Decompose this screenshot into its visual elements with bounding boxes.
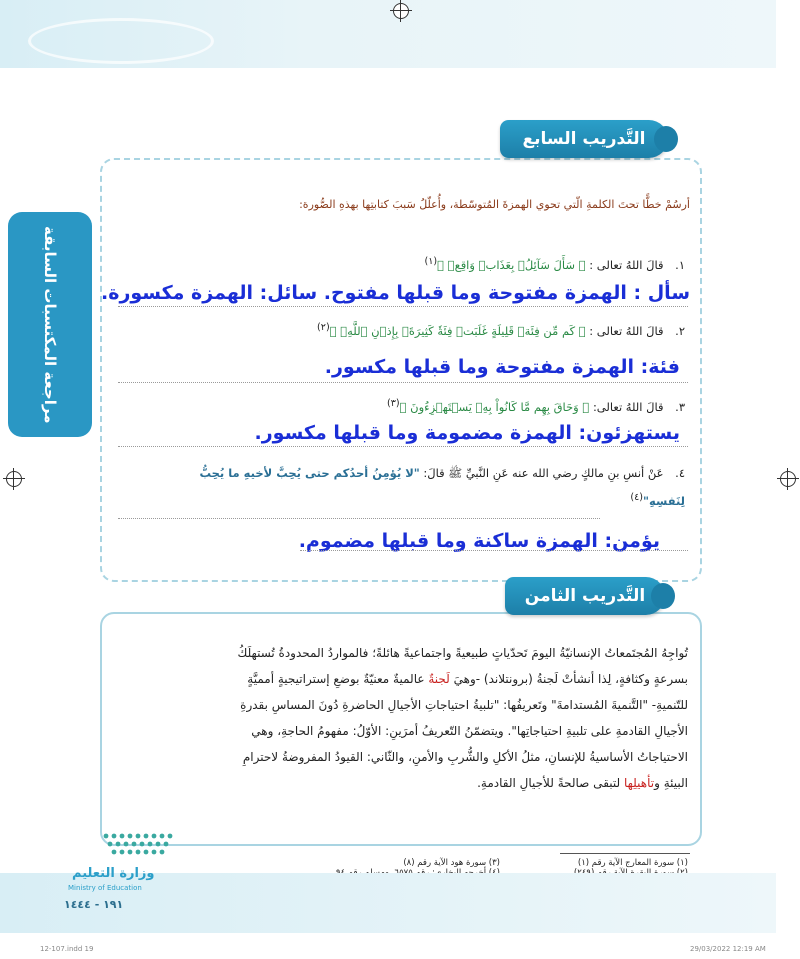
question-intro: قالَ اللهُ تعالى: bbox=[592, 399, 664, 414]
footnote-ref: (٤) bbox=[630, 492, 644, 503]
registration-mark-icon bbox=[393, 3, 409, 19]
question-intro: قالَ اللهُ تعالى : bbox=[589, 257, 664, 272]
header-decoration bbox=[654, 126, 678, 152]
exercise-7-title: التَّدريب السابع bbox=[522, 129, 646, 149]
paragraph-line bbox=[103, 692, 688, 718]
dotted-line bbox=[118, 382, 688, 383]
footnote-3: (٣) سورة هود الآية رقم (٨) bbox=[403, 858, 500, 868]
paragraph-text: الاحتياجاتُ الأساسيةُ للإنسانِ، مثلُ الأكلِ والشُّربِ والأمنِ، والثّاني: القيودُ المفروضةُ لاحترامِ bbox=[242, 750, 688, 764]
exercise-7-instruction: أرسُمْ خطًّا تحتَ الكلمةِ الّتي تحوي الهمزةَ المُتوسّطة، وأُعلّلُ سَببَ كتابتِها بهذهِ الصُّورة: bbox=[299, 198, 690, 211]
ministry-subtitle: Ministry of Education bbox=[68, 884, 142, 892]
paragraph-text: بسرعةٍ وكثافةٍ، لِذا أنشأتْ لَجنةُ (برونتلاند) -وهيَ bbox=[449, 672, 688, 686]
dotted-line bbox=[118, 306, 688, 307]
highlighted-word: لَجنةٌ bbox=[428, 672, 450, 686]
quran-verse: ﴿ كَم مِّن فِئَةٖ قَلِيلَةٍ غَلَبَتۡ فِئَةٗ كَثِيرَةَۢ بِإِذۡنِ ٱللَّهِۗ ﴾ bbox=[329, 323, 586, 338]
print-slug-right: 29/03/2022 12:19 AM bbox=[690, 945, 766, 953]
footnote-ref: (١) bbox=[424, 256, 438, 267]
question-4-continuation bbox=[630, 492, 685, 508]
question-number: ١. bbox=[675, 257, 685, 272]
registration-mark-icon bbox=[6, 471, 22, 487]
side-tab-label: مراجعة المكتسبات السابقة bbox=[41, 225, 59, 424]
header-decoration bbox=[651, 583, 675, 609]
hadith-text: "لا يُؤمِنُ أحدُكم حتى يُحِبَّ لأخيهِ ما يُحِبُّ bbox=[199, 466, 420, 480]
paragraph-text: عالميةٌ معنيّةٌ بوضعِ إستراتيجيةٍ أمميَّةٍ bbox=[247, 672, 429, 686]
hadith-text: لِنَفسِهِ" bbox=[643, 493, 685, 508]
quran-verse: ﴿ وَحَاقَ بِهِم مَّا كَانُواْ بِهِۦ يَسۡتَهۡزِءُونَ ﴾ bbox=[399, 399, 590, 414]
dotted-line bbox=[300, 550, 688, 551]
paragraph-line bbox=[103, 744, 688, 770]
question-3 bbox=[387, 398, 685, 414]
question-number: ٤. bbox=[675, 466, 685, 480]
answer-1: سأل : الهمزة مفتوحة وما قبلها مفتوح. سائل: الهمزة مكسورة. bbox=[101, 282, 690, 304]
paragraph-text: البيئةِ و bbox=[654, 776, 688, 790]
paragraph-text: لتبقى صالحةً للأجيالِ القادمةِ. bbox=[477, 776, 624, 790]
decorative-swirl bbox=[28, 18, 214, 64]
question-1 bbox=[424, 256, 685, 272]
paragraph-text: الأجيالِ القادمةِ على تلبيةِ احتياجاتِها". ويتضمّنُ التّعريفُ أمرَينِ: الأوّلُ: مفهومُ الحاجةِ، وهي bbox=[251, 724, 688, 738]
question-number: ٣. bbox=[675, 399, 685, 414]
paragraph-line bbox=[103, 666, 688, 692]
exercise-8-paragraph bbox=[103, 640, 688, 796]
ministry-name: وزارة التعليم bbox=[72, 866, 155, 881]
answer-3: يستهزئون: الهمزة مضمومة وما قبلها مكسور. bbox=[254, 422, 680, 444]
ministry-logo-icon bbox=[100, 830, 178, 862]
highlighted-word: تأهيلِها bbox=[623, 776, 655, 790]
exercise-8-title: التَّدريب الثامن bbox=[524, 586, 646, 606]
question-number: ٢. bbox=[675, 323, 685, 338]
question-intro: عَنْ أنسِ بنِ مالكٍ رضي الله عنه عَنِ النَّبيِّ ﷺ قالَ: bbox=[423, 466, 664, 480]
paragraph-line bbox=[103, 640, 688, 666]
paragraph-line bbox=[103, 718, 688, 744]
quran-verse: ﴿ سَأَلَ سَآئِلُۢ بِعَذَابٖ وَاقِعٖ ﴾ bbox=[437, 257, 586, 272]
side-tab bbox=[8, 212, 92, 437]
registration-mark-icon bbox=[780, 471, 796, 487]
exercise-7-header bbox=[500, 120, 668, 158]
top-decorative-band bbox=[0, 0, 776, 68]
question-intro: قالَ اللهُ تعالى : bbox=[589, 323, 664, 338]
answer-4: يؤمن: الهمزة ساكنة وما قبلها مضموم. bbox=[298, 530, 660, 552]
exercise-8-header bbox=[505, 577, 665, 615]
answer-2: فئة: الهمزة مفتوحة وما قبلها مكسور. bbox=[324, 356, 680, 378]
page-number: ١٩١ - ١٤٤٤ bbox=[64, 898, 124, 911]
paragraph-line bbox=[103, 770, 688, 796]
footnote-1: (١) سورة المعارج الآية رقم (١) bbox=[577, 858, 688, 868]
footnote-ref: (٢) bbox=[317, 322, 330, 333]
footnote-ref: (٣) bbox=[386, 398, 400, 409]
question-2 bbox=[317, 322, 685, 338]
paragraph-text: للتّنميةِ- "التَّنميةَ المُستدامةَ" وتَعريفُها: "تلبيةُ احتياجاتِ الأجيالِ الحاضرةِ دُونَ المساسِ بقدرةِ bbox=[240, 698, 688, 712]
print-slug-left: 12-107.indd 19 bbox=[40, 945, 94, 953]
dotted-line bbox=[118, 518, 600, 519]
paragraph-text: تُواجِهُ المُجتَمعاتُ الإنسانيّةُ اليومَ تَحدّياتٍ طبيعيةً واجتماعيةً هائلةً؛ فالمواردُ المحدودةُ تُستهلَكُ bbox=[237, 646, 688, 660]
footnote-rule bbox=[560, 853, 690, 854]
dotted-line bbox=[118, 446, 688, 447]
question-4 bbox=[199, 466, 685, 483]
